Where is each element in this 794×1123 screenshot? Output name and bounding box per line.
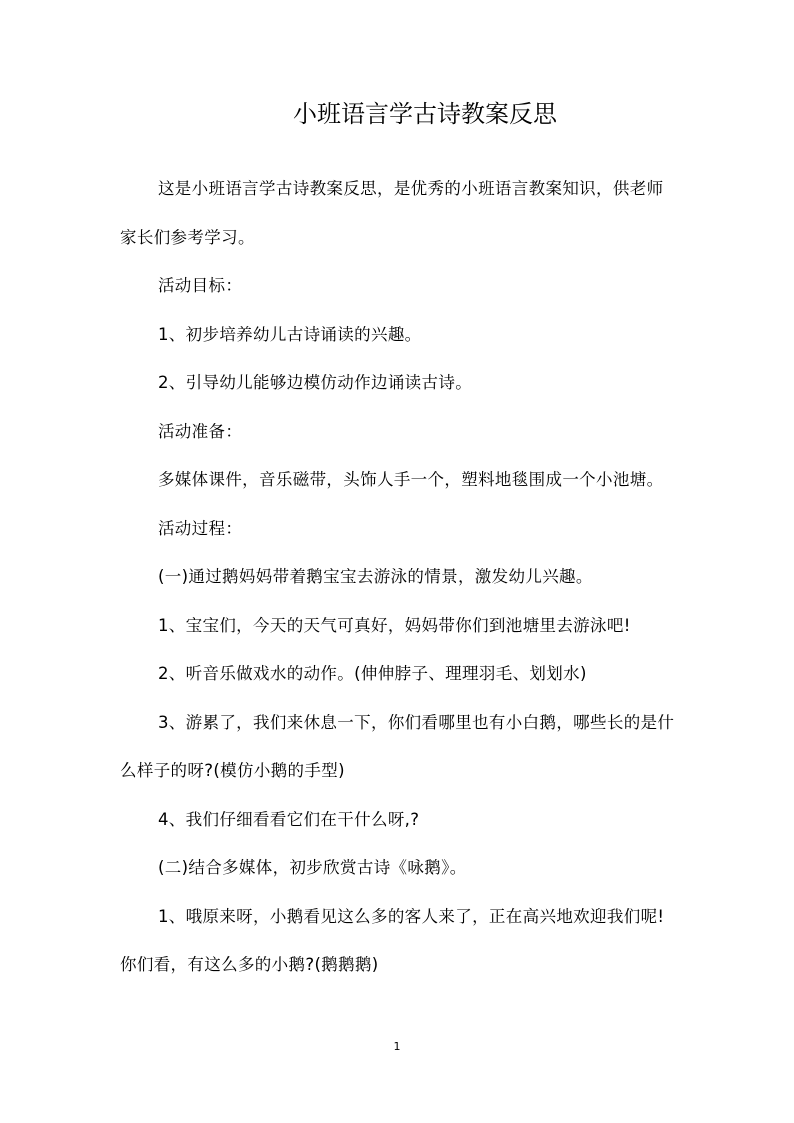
section-heading-2: (二)结合多媒体，初步欣赏古诗《咏鹅》。	[157, 858, 467, 877]
section-heading-1: (一)通过鹅妈妈带着鹅宝宝去游泳的情景，激发幼儿兴趣。	[157, 567, 593, 586]
page-number: 1	[393, 1040, 401, 1053]
list-item-goal-1: 1、初步培养幼儿古诗诵读的兴趣。	[157, 324, 422, 344]
heading-activity-preparation: 活动准备：	[157, 421, 243, 441]
list-item-step-3: 3、游累了，我们来休息一下，你们看哪里也有小白鹅，哪些长的是什么样子的呀?(模仿小鹅的手型)	[120, 712, 675, 780]
paragraph-preparation: 多媒体课件，音乐磁带，头饰人手一个，塑料地毯围成一个小池塘。	[157, 470, 664, 489]
heading-activity-goals: 活动目标：	[157, 276, 243, 295]
list-item-step-4: 4、我们仔细看看它们在干什么呀,?	[157, 809, 420, 829]
paragraph-intro: 这是小班语言学古诗教案反思，是优秀的小班语言教案知识，供老师家长们参考学习。	[120, 179, 664, 247]
list-item-step-1: 1、宝宝们，今天的天气可真好，妈妈带你们到池塘里去游泳吧!	[157, 615, 631, 635]
list-item-step-5: 1、哦原来呀，小鹅看见这么多的客人来了，正在高兴地欢迎我们呢!你们看，有这么多的小鹅?(鹅鹅鹅)	[120, 906, 665, 974]
list-item-goal-2: 2、引导幼儿能够边模仿动作边诵读古诗。	[157, 373, 473, 392]
heading-activity-process: 活动过程：	[157, 518, 243, 538]
document-body	[120, 165, 680, 990]
list-item-step-2: 2、听音乐做戏水的动作。(伸伸脖子、理理羽毛、划划水)	[157, 664, 587, 683]
document-title: 小班语言学古诗教案反思	[293, 100, 557, 128]
